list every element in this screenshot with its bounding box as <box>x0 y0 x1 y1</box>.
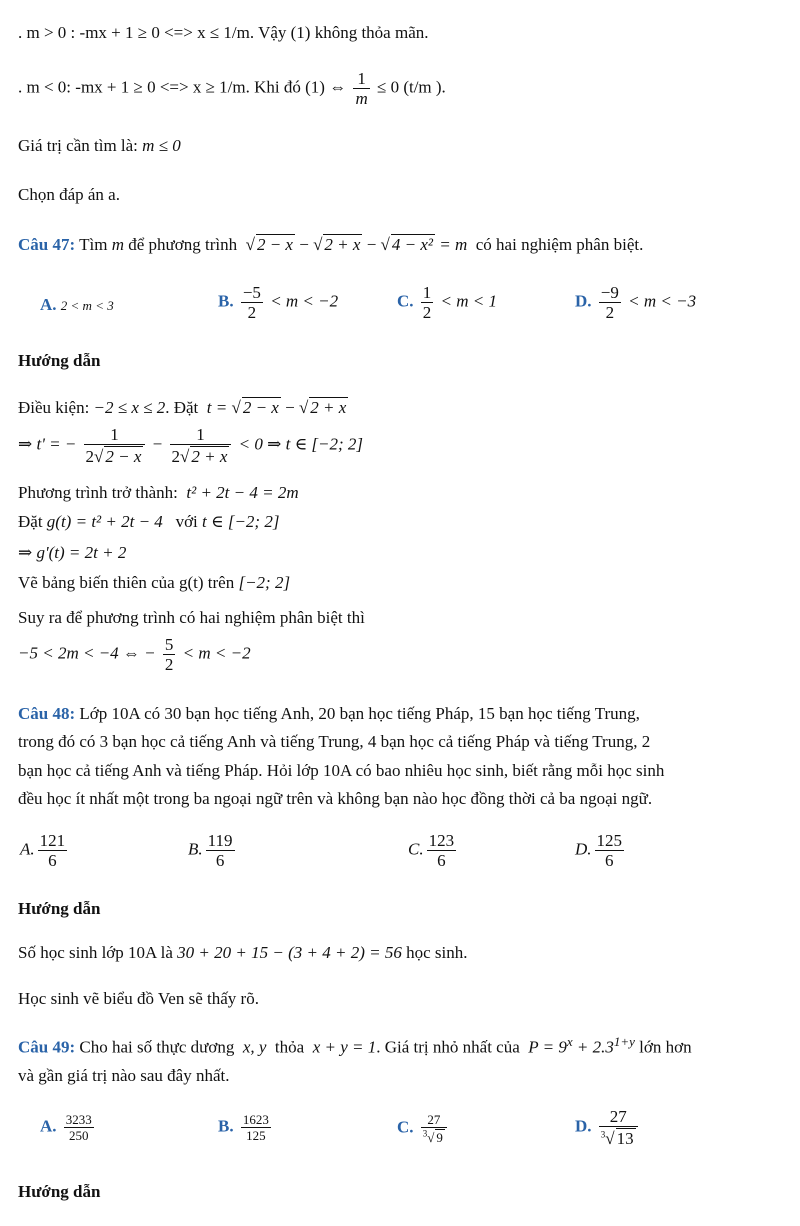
q47-choice-b-post: < m < −2 <box>270 291 339 311</box>
fraction-denominator: 2 + x <box>191 447 228 466</box>
fraction-denominator: 250 <box>69 1128 89 1143</box>
fraction-denominator: 2 <box>164 655 174 674</box>
q47-choice-a <box>40 296 114 313</box>
fraction-denominator: 125 <box>246 1128 266 1143</box>
q49-p-base: P = 9 <box>528 1037 567 1057</box>
fraction-numerator: 1 <box>170 426 232 445</box>
q49-choice-c-fraction: $\frac{27}{^3√ 9}$ <box>421 1113 447 1144</box>
q47-choice-b-fraction <box>241 284 263 321</box>
q48-choice-d <box>575 832 627 869</box>
fraction-denominator: 2 − x <box>105 447 142 466</box>
q47-step-4-range: t ∈ [−2; 2] <box>202 512 280 531</box>
q49-text-pre: Cho hai số thực dương <box>79 1037 235 1057</box>
fraction-numerator: 5 <box>164 635 174 654</box>
q47-guide-heading: Hướng dẫn <box>18 351 101 370</box>
q48-choice-b-fraction <box>206 832 235 869</box>
q47-choice-c-post: < m < 1 <box>440 291 498 311</box>
root-index: 3 <box>600 1129 606 1140</box>
intro-line-3-text: Giá trị cần tìm là: <box>18 136 138 155</box>
q49-cond: x + y = 1 <box>312 1037 377 1057</box>
q47-choice-b <box>218 284 338 321</box>
q48-label: Câu 48: <box>18 704 76 723</box>
q47-step-2-fraction-2: $\frac{1}{2√ 2 + x}$ <box>170 426 232 465</box>
q47-step-7: Suy ra để phương trình có hai nghiệm phân biệt thì <box>18 608 365 627</box>
q47-choice-a-label: A. <box>40 295 57 314</box>
q47-choice-b-label: B. <box>218 291 234 311</box>
q49-choice-a-label: A. <box>40 1116 57 1136</box>
q49-choice-b-fraction <box>241 1113 271 1142</box>
fraction-numerator: −5 <box>242 283 261 302</box>
q47-step-1: Điều kiện: −2 ≤ x ≤ 2. Đặt t = √ 2 − x − √ 2 + x <box>18 398 347 417</box>
q49-label: Câu 49: <box>18 1037 76 1057</box>
q49-choice-a <box>40 1113 97 1142</box>
q47-step-4-math: g(t) = t² + 2t − 4 <box>46 512 163 531</box>
intro-line-3 <box>18 137 181 154</box>
q49-choice-d-fraction: $\frac{27}{^3√ 13}$ <box>599 1108 638 1147</box>
fraction-numerator: 125 <box>596 831 623 850</box>
q47-label: Câu 47: <box>18 235 76 254</box>
q47-step-5: ⇒ g'(t) = 2t + 2 <box>18 543 127 562</box>
q47-step-1-radical-1: 2 − x <box>242 398 279 417</box>
q47-step-8-pre: −5 < 2m < −4 ⇔ − <box>18 643 156 663</box>
q47-step-4 <box>18 513 279 530</box>
q48-paragraph-3: bạn học cả tiếng Anh và tiếng Pháp. Hỏi lớp 10A có bao nhiêu học sinh, biết rằng mỗi học sinh <box>18 761 665 780</box>
fraction-numerator: 123 <box>428 831 455 850</box>
q49-p-exp-1: x <box>566 1034 573 1049</box>
q49-paragraph-1 <box>18 1035 692 1056</box>
q47-step-1-mid: . Đặt <box>165 398 199 417</box>
fraction-denominator: 2 <box>247 303 257 322</box>
q47-choice-c-label: C. <box>397 291 414 311</box>
q48-choice-b <box>188 832 238 869</box>
q48-text-1: Lớp 10A có 30 bạn học tiếng Anh, 20 bạn học tiếng Pháp, 15 bạn học tiếng Trung, <box>79 704 640 723</box>
fraction-denominator: 9 <box>436 1130 443 1145</box>
q47-radical-3: 4 − x² <box>391 235 433 254</box>
fraction-numerator: −9 <box>600 283 619 302</box>
q49-xy: x, y <box>242 1037 267 1057</box>
q47-choice-d-post: < m < −3 <box>628 291 697 311</box>
q47-text-mid: để phương trình <box>128 235 238 254</box>
q49-p-exp-2: 1+y <box>613 1034 635 1049</box>
q47-statement: Câu 47: Tìm m để phương trình √ 2 − x − √ 2 + x − √ 4 − x² = m có hai nghiệm phân biệt. <box>18 235 644 254</box>
q48-step-1-math: 30 + 20 + 15 − (3 + 4 + 2) = 56 <box>177 943 402 962</box>
q47-choice-d-fraction <box>599 284 621 321</box>
fraction-denominator: 13 <box>616 1129 634 1148</box>
q47-radical-2: 2 + x <box>324 235 361 254</box>
q47-step-8-post: < m < −2 <box>182 643 251 663</box>
q48-choice-b-label: B. <box>188 839 203 859</box>
q49-paragraph-2: và gần giá trị nào sau đây nhất. <box>18 1066 230 1085</box>
fraction-denominator: 6 <box>605 851 614 870</box>
q48-paragraph-1 <box>18 705 640 722</box>
q48-choice-a-fraction <box>38 832 68 869</box>
q47-step-4-mid: với <box>175 512 198 531</box>
q47-eq-m: = m <box>439 235 468 254</box>
q49-p-base-2: + 2.3 <box>576 1037 614 1057</box>
q47-text-m: m <box>111 235 124 254</box>
intro-line-4: Chọn đáp án a. <box>18 185 120 204</box>
q48-paragraph-4: đều học ít nhất một trong ba ngoại ngữ trên và không bạn nào học đồng thời cả ba ngoại ngữ. <box>18 789 653 808</box>
q47-step-3-pre: Phương trình trở thành: <box>18 483 178 502</box>
fraction-numerator: 1623 <box>242 1112 269 1127</box>
fraction-numerator: 119 <box>207 831 233 850</box>
q47-step-3-math: t² + 2t − 4 = 2m <box>186 483 299 502</box>
q48-choice-c-label: C. <box>408 839 424 859</box>
q48-choice-d-label: D. <box>575 839 592 859</box>
fraction-denominator: 6 <box>215 851 225 870</box>
q48-choice-a <box>20 832 70 869</box>
q47-radical-1: 2 − x <box>256 235 293 254</box>
fraction-denominator: 6 <box>48 851 57 870</box>
q47-choice-d-label: D. <box>575 291 592 311</box>
q47-choice-c <box>397 284 497 321</box>
q48-step-1-pre: Số học sinh lớp 10A là <box>18 943 173 962</box>
fraction-numerator: 1 <box>422 283 432 302</box>
fraction-denominator: 6 <box>437 851 446 870</box>
q48-step-1 <box>18 944 467 961</box>
intro-line-2 <box>18 70 446 107</box>
fraction-numerator: 121 <box>39 831 66 850</box>
q47-step-2-pre: ⇒ t' = − <box>18 434 77 454</box>
fraction-denominator: m <box>355 89 368 108</box>
q47-step-1-radical-2: 2 + x <box>310 398 347 417</box>
q48-paragraph-2: trong đó có 3 bạn học cả tiếng Anh và tiếng Trung, 4 bạn học cả tiếng Pháp và tiếng Trung, 2 <box>18 732 651 751</box>
q47-step-2-post: < 0 ⇒ t ∈ [−2; 2] <box>238 434 364 454</box>
q49-choice-d <box>575 1108 641 1147</box>
q49-choice-c <box>397 1113 450 1144</box>
q47-step-1-t: t = <box>206 398 228 417</box>
q49-choice-b <box>218 1113 274 1142</box>
q47-step-1-cond: −2 ≤ x ≤ 2 <box>93 398 166 417</box>
q48-choice-a-label: A. <box>20 839 35 859</box>
q48-step-1-post: học sinh. <box>406 943 468 962</box>
q47-step-2-fraction-1: $\frac{1}{2√ 2 - x}$ <box>84 426 146 465</box>
root-index: 3 <box>422 1128 428 1139</box>
q47-text-pre: Tìm <box>79 235 108 254</box>
q49-guide-heading: Hướng dẫn <box>18 1182 101 1201</box>
fraction-numerator: 3233 <box>65 1112 92 1127</box>
q49-text-mid2: . Giá trị nhỏ nhất của <box>376 1037 520 1057</box>
q48-guide-heading: Hướng dẫn <box>18 899 101 918</box>
q47-choice-a-value: 2 < m < 3 <box>60 298 114 313</box>
q47-step-6-pre: Vẽ bảng biến thiên của g(t) trên <box>18 573 235 592</box>
q47-step-4-pre: Đặt <box>18 512 43 531</box>
q47-text-post: có hai nghiệm phân biệt. <box>475 235 644 254</box>
q49-choice-a-fraction <box>64 1113 94 1142</box>
q47-step-8-fraction <box>163 636 176 673</box>
q47-step-2: ⇒ t' = − $\frac{1}{2√ 2 - x}$ − $\frac{1}{2√ 2 + x}$ < 0 ⇒ t ∈ [−2; 2] <box>18 425 364 466</box>
fraction-numerator: 1 <box>353 70 369 89</box>
q48-choice-d-fraction <box>595 832 625 869</box>
intro-line-3-math: m ≤ 0 <box>142 136 181 155</box>
fraction-denominator: 2 <box>605 303 615 322</box>
q47-choice-c-fraction <box>421 284 434 321</box>
q49-text-mid: thỏa <box>274 1037 305 1057</box>
q48-choice-c-fraction <box>427 832 457 869</box>
fraction-numerator: 27 <box>421 1113 447 1128</box>
q49-choice-b-label: B. <box>218 1116 234 1136</box>
intro-line-2-post: ≤ 0 (t/m ). <box>376 77 446 97</box>
q47-choice-d <box>575 284 696 321</box>
q48-step-2: Học sinh vẽ biểu đồ Ven sẽ thấy rõ. <box>18 989 259 1008</box>
intro-line-2-pre: . m < 0: -mx + 1 ≥ 0 <=> x ≥ 1/m. Khi đó (1) ⇔ <box>18 77 347 97</box>
q47-step-6 <box>18 574 290 591</box>
q47-step-6-range: [−2; 2] <box>238 573 291 592</box>
q47-step-3 <box>18 484 299 501</box>
q49-text-post: lớn hơn <box>639 1037 692 1057</box>
fraction-one-over-m <box>353 70 369 107</box>
q49-choice-d-label: D. <box>575 1116 592 1136</box>
q49-choice-c-label: C. <box>397 1117 414 1137</box>
fraction-numerator: 27 <box>599 1108 638 1127</box>
intro-line-1: . m > 0 : -mx + 1 ≥ 0 <=> x ≤ 1/m. Vậy (1) không thỏa mãn. <box>18 23 429 42</box>
q47-step-1-pre: Điều kiện: <box>18 398 90 417</box>
q48-choice-c <box>408 832 459 869</box>
fraction-numerator: 1 <box>84 426 146 445</box>
q47-step-8 <box>18 636 251 673</box>
fraction-denominator: 2 <box>422 303 432 322</box>
